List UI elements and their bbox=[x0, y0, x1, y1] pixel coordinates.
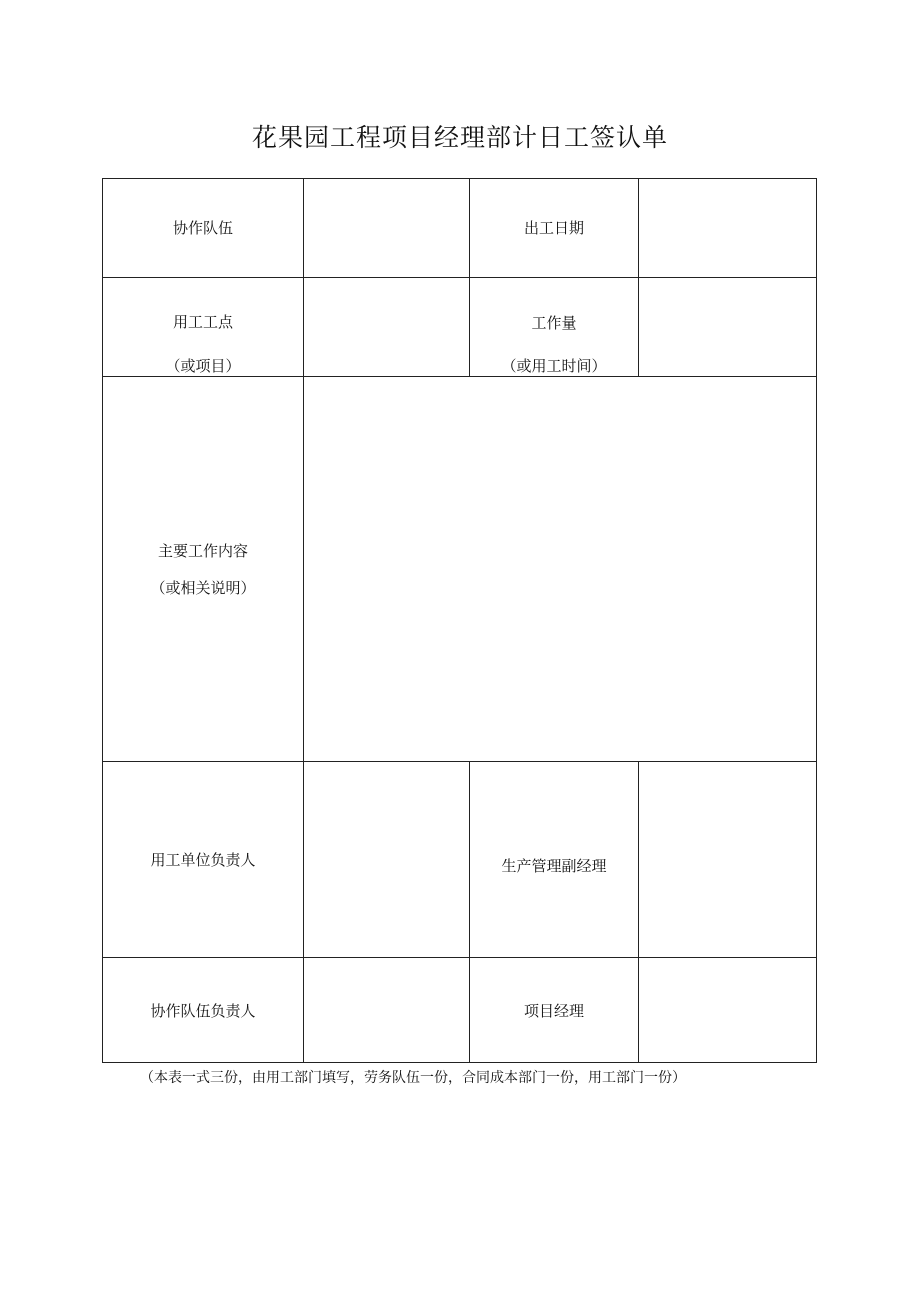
label-project-manager: 项目经理 bbox=[523, 1002, 584, 1020]
value-work-date[interactable] bbox=[639, 179, 816, 277]
signature-production-deputy-manager[interactable] bbox=[639, 762, 816, 957]
sign-off-form bbox=[102, 178, 817, 1063]
signature-cooperation-team-head[interactable] bbox=[304, 958, 469, 1062]
page-title: 花果园工程项目经理部计日工签认单 bbox=[251, 123, 668, 152]
signature-project-manager[interactable] bbox=[639, 958, 816, 1062]
label-workload: 工作量 bbox=[531, 314, 577, 332]
value-work-site[interactable] bbox=[304, 278, 469, 376]
label-work-site: 用工工点 bbox=[172, 313, 233, 331]
value-main-work-content[interactable] bbox=[304, 377, 816, 761]
label-cooperation-team-head: 协作队伍负责人 bbox=[150, 1002, 256, 1020]
signature-employer-unit-head[interactable] bbox=[304, 762, 469, 957]
label-production-deputy-manager: 生产管理副经理 bbox=[501, 857, 607, 875]
value-cooperation-team[interactable] bbox=[304, 179, 469, 277]
column-divider bbox=[469, 179, 470, 377]
footer-note: （本表一式三份，由用工部门填写，劳务队伍一份，合同成本部门一份，用工部门一份） bbox=[140, 1070, 686, 1086]
label-work-date: 出工日期 bbox=[523, 219, 584, 237]
label-cooperation-team: 协作队伍 bbox=[172, 219, 233, 237]
label-workload-sub: （或用工时间） bbox=[501, 357, 607, 375]
label-main-work-content-sub: （或相关说明） bbox=[150, 579, 256, 597]
value-workload[interactable] bbox=[639, 278, 816, 376]
label-work-site-sub: （或项目） bbox=[165, 357, 241, 375]
label-employer-unit-head: 用工单位负责人 bbox=[150, 851, 256, 869]
label-main-work-content: 主要工作内容 bbox=[157, 542, 248, 560]
